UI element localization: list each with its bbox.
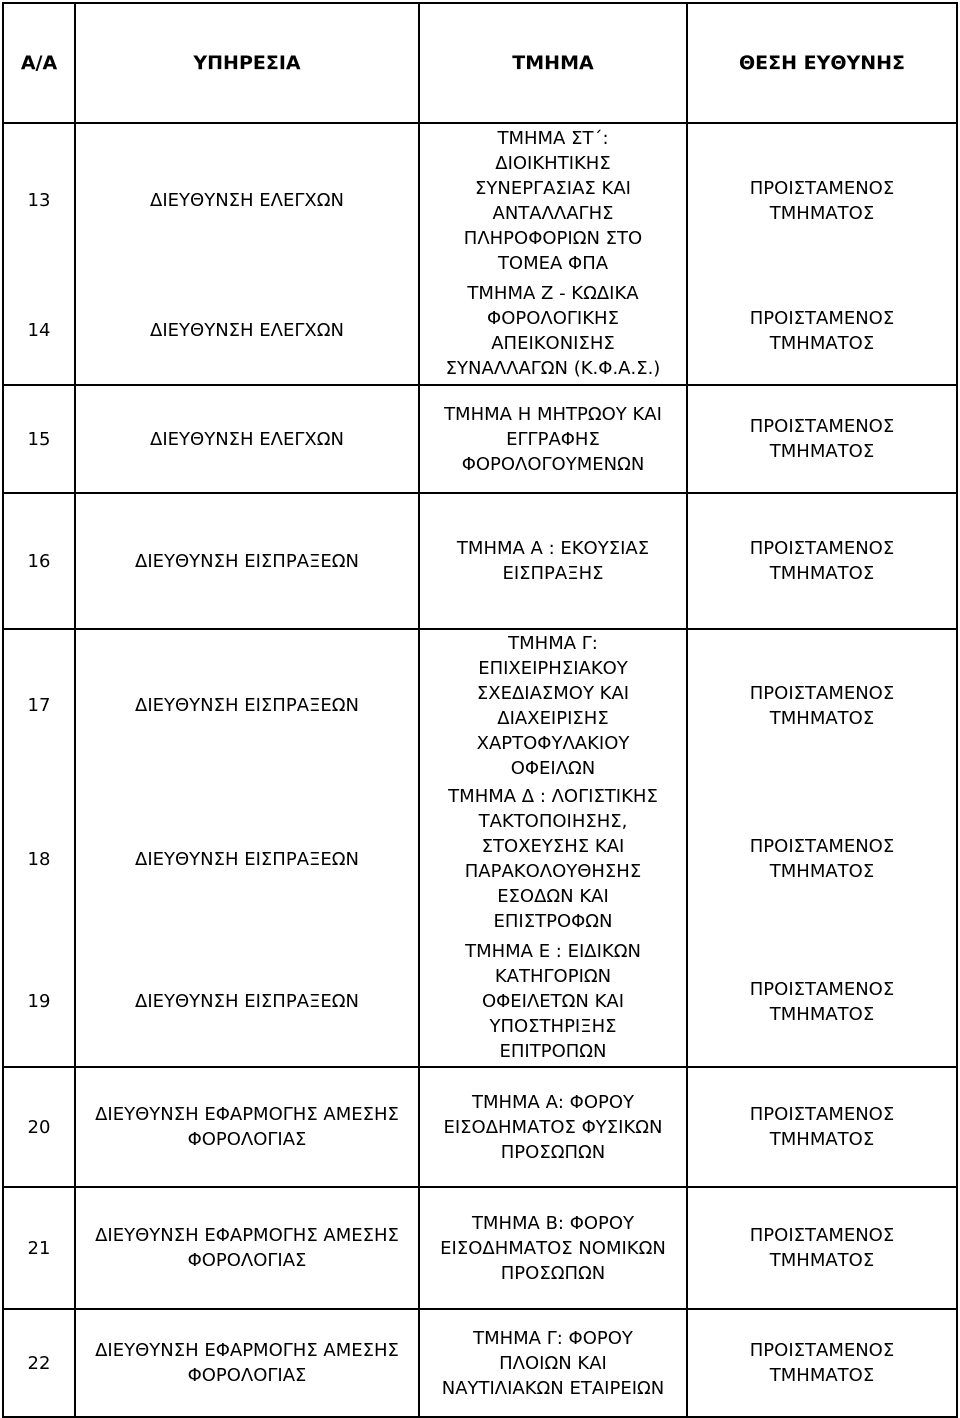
row-department: ΤΜΗΜΑ Γ: ΦΟΡΟΥ ΠΛΟΙΩΝ ΚΑΙ ΝΑΥΤΙΛΙΑΚΩΝ ΕΤΑΙΡΕΙΩΝ <box>419 1309 687 1417</box>
row-service: ΔΙΕΥΘΥΝΣΗ ΕΛΕΓΧΩΝ <box>75 385 419 493</box>
row-aa: 21 <box>3 1187 75 1309</box>
table-row <box>3 1067 957 1187</box>
row-service: ΔΙΕΥΘΥΝΣΗ ΕΙΣΠΡΑΞΕΩΝ <box>75 629 419 781</box>
table-row <box>3 1309 957 1417</box>
table-row <box>3 385 957 493</box>
header-position: ΘΕΣΗ ΕΥΘΥΝΗΣ <box>687 3 957 123</box>
table-row <box>3 629 957 781</box>
row-department: ΤΜΗΜΑ Γ: ΕΠΙΧΕΙΡΗΣΙΑΚΟΥ ΣΧΕΔΙΑΣΜΟΥ ΚΑΙ ΔΙΑΧΕΙΡΙΣΗΣ ΧΑΡΤΟΦΥΛΑΚΙΟΥ ΟΦΕΙΛΩΝ <box>419 629 687 781</box>
row-department: ΤΜΗΜΑ Α: ΦΟΡΟΥ ΕΙΣΟΔΗΜΑΤΟΣ ΦΥΣΙΚΩΝ ΠΡΟΣΩΠΩΝ <box>419 1067 687 1187</box>
row-position: ΠΡΟΙΣΤΑΜΕΝΟΣ ΤΜΗΜΑΤΟΣ <box>687 385 957 493</box>
table-row <box>3 277 957 385</box>
row-aa: 22 <box>3 1309 75 1417</box>
row-department: ΤΜΗΜΑ Ζ - ΚΩΔΙΚΑ ΦΟΡΟΛΟΓΙΚΗΣ ΑΠΕΙΚΟΝΙΣΗΣ ΣΥΝΑΛΛΑΓΩΝ (Κ.Φ.Α.Σ.) <box>419 277 687 385</box>
row-department: ΤΜΗΜΑ Η ΜΗΤΡΩΟΥ ΚΑΙ ΕΓΓΡΑΦΗΣ ΦΟΡΟΛΟΓΟΥΜΕΝΩΝ <box>419 385 687 493</box>
row-position: ΠΡΟΙΣΤΑΜΕΝΟΣ ΤΜΗΜΑΤΟΣ <box>687 1309 957 1417</box>
row-position: ΠΡΟΙΣΤΑΜΕΝΟΣ ΤΜΗΜΑΤΟΣ <box>687 493 957 629</box>
header-row <box>3 3 957 123</box>
table-row <box>3 493 957 629</box>
row-position: ΠΡΟΙΣΤΑΜΕΝΟΣ ΤΜΗΜΑΤΟΣ <box>687 629 957 781</box>
row-aa: 18 <box>3 781 75 937</box>
row-department: ΤΜΗΜΑ Α : ΕΚΟΥΣΙΑΣ ΕΙΣΠΡΑΞΗΣ <box>419 493 687 629</box>
row-service: ΔΙΕΥΘΥΝΣΗ ΕΙΣΠΡΑΞΕΩΝ <box>75 937 419 1067</box>
row-aa: 16 <box>3 493 75 629</box>
row-position: ΠΡΟΙΣΤΑΜΕΝΟΣ ΤΜΗΜΑΤΟΣ <box>687 123 957 277</box>
row-service: ΔΙΕΥΘΥΝΣΗ ΕΦΑΡΜΟΓΗΣ ΑΜΕΣΗΣ ΦΟΡΟΛΟΓΙΑΣ <box>75 1067 419 1187</box>
row-service: ΔΙΕΥΘΥΝΣΗ ΕΛΕΓΧΩΝ <box>75 277 419 385</box>
positions-table <box>2 2 958 1418</box>
row-aa: 14 <box>3 277 75 385</box>
row-aa: 17 <box>3 629 75 781</box>
row-aa: 15 <box>3 385 75 493</box>
row-service: ΔΙΕΥΘΥΝΣΗ ΕΛΕΓΧΩΝ <box>75 123 419 277</box>
row-service: ΔΙΕΥΘΥΝΣΗ ΕΙΣΠΡΑΞΕΩΝ <box>75 781 419 937</box>
header-aa: Α/Α <box>3 3 75 123</box>
row-service: ΔΙΕΥΘΥΝΣΗ ΕΦΑΡΜΟΓΗΣ ΑΜΕΣΗΣ ΦΟΡΟΛΟΓΙΑΣ <box>75 1309 419 1417</box>
row-position: ΠΡΟΙΣΤΑΜΕΝΟΣ ΤΜΗΜΑΤΟΣ <box>687 277 957 385</box>
header-service: ΥΠΗΡΕΣΙΑ <box>75 3 419 123</box>
row-department: ΤΜΗΜΑ Δ : ΛΟΓΙΣΤΙΚΗΣ ΤΑΚΤΟΠΟΙΗΣΗΣ, ΣΤΟΧΕΥΣΗΣ ΚΑΙ ΠΑΡΑΚΟΛΟΥΘΗΣΗΣ ΕΣΟΔΩΝ ΚΑΙ ΕΠΙΣΤΡΟΦΩΝ <box>419 781 687 937</box>
row-aa: 13 <box>3 123 75 277</box>
row-aa: 19 <box>3 937 75 1067</box>
row-position: ΠΡΟΙΣΤΑΜΕΝΟΣ ΤΜΗΜΑΤΟΣ <box>687 1067 957 1187</box>
table-row <box>3 1187 957 1309</box>
row-position: ΠΡΟΙΣΤΑΜΕΝΟΣ ΤΜΗΜΑΤΟΣ <box>687 937 957 1067</box>
table-row <box>3 781 957 937</box>
row-service: ΔΙΕΥΘΥΝΣΗ ΕΦΑΡΜΟΓΗΣ ΑΜΕΣΗΣ ΦΟΡΟΛΟΓΙΑΣ <box>75 1187 419 1309</box>
row-department: ΤΜΗΜΑ Ε : ΕΙΔΙΚΩΝ ΚΑΤΗΓΟΡΙΩΝ ΟΦΕΙΛΕΤΩΝ ΚΑΙ ΥΠΟΣΤΗΡΙΞΗΣ ΕΠΙΤΡΟΠΩΝ <box>419 937 687 1067</box>
row-department: ΤΜΗΜΑ Β: ΦΟΡΟΥ ΕΙΣΟΔΗΜΑΤΟΣ ΝΟΜΙΚΩΝ ΠΡΟΣΩΠΩΝ <box>419 1187 687 1309</box>
table-row <box>3 937 957 1067</box>
row-service: ΔΙΕΥΘΥΝΣΗ ΕΙΣΠΡΑΞΕΩΝ <box>75 493 419 629</box>
row-department: ΤΜΗΜΑ ΣΤ΄: ΔΙΟΙΚΗΤΙΚΗΣ ΣΥΝΕΡΓΑΣΙΑΣ ΚΑΙ ΑΝΤΑΛΛΑΓΗΣ ΠΛΗΡΟΦΟΡΙΩΝ ΣΤΟ ΤΟΜΕΑ ΦΠΑ <box>419 123 687 277</box>
row-position: ΠΡΟΙΣΤΑΜΕΝΟΣ ΤΜΗΜΑΤΟΣ <box>687 1187 957 1309</box>
row-aa: 20 <box>3 1067 75 1187</box>
table-row <box>3 123 957 277</box>
header-department: ΤΜΗΜΑ <box>419 3 687 123</box>
row-position: ΠΡΟΙΣΤΑΜΕΝΟΣ ΤΜΗΜΑΤΟΣ <box>687 781 957 937</box>
